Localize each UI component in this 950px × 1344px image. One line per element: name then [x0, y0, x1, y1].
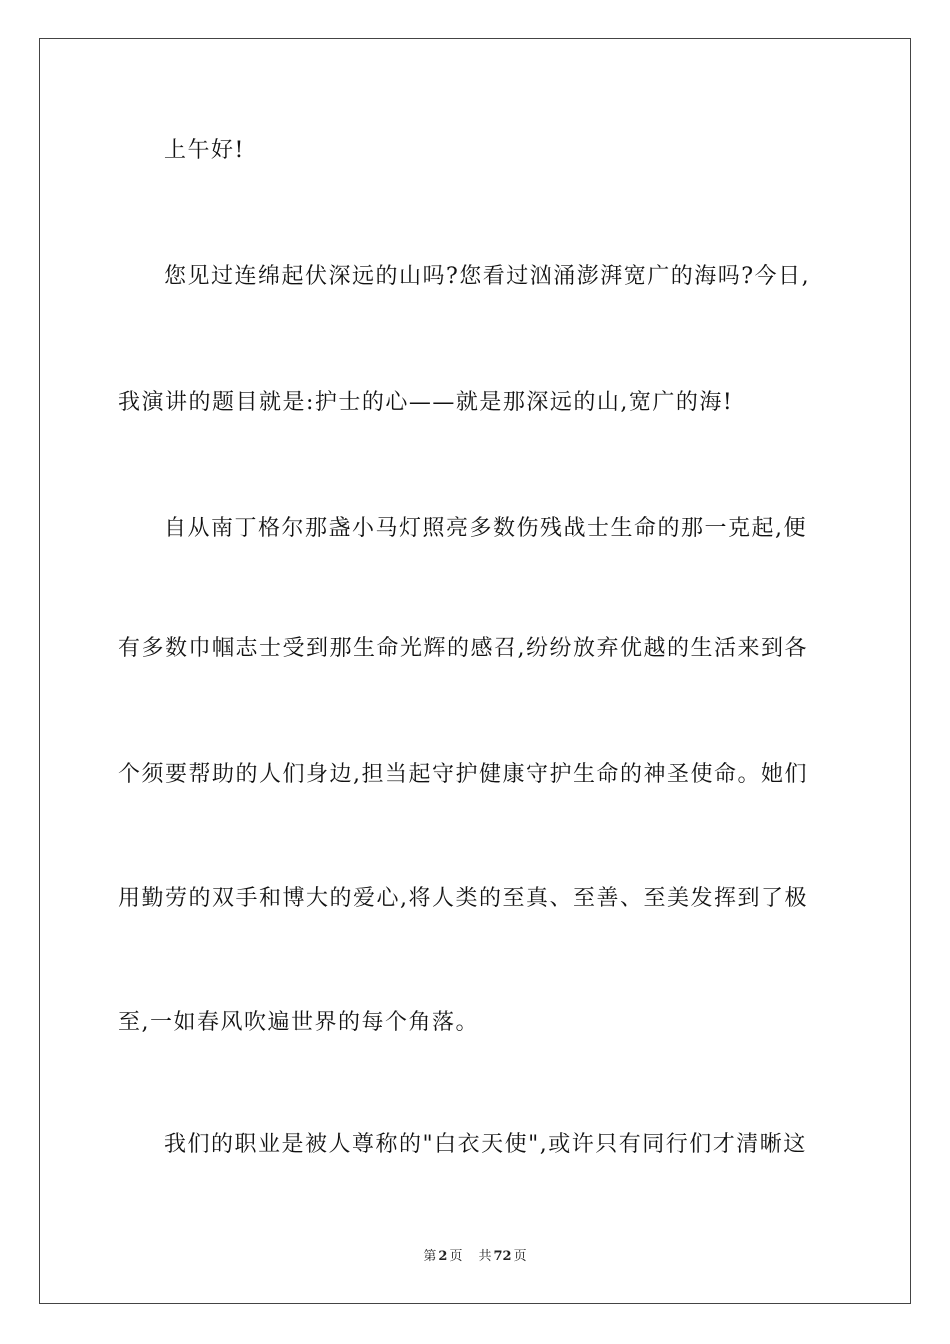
total-suffix: 页	[513, 1249, 527, 1264]
text-line-greeting: 上午好!	[164, 138, 245, 163]
total-pages: 72	[493, 1249, 512, 1264]
text-line: 至,一如春风吹遍世界的每个角落。	[118, 1010, 479, 1035]
text-line: 我演讲的题目就是:护士的心——就是那深远的山,宽广的海!	[118, 390, 734, 415]
text-line: 用勤劳的双手和博大的爱心,将人类的至真、至善、至美发挥到了极	[118, 886, 808, 911]
total-prefix: 共	[478, 1249, 492, 1264]
text-line: 有多数巾帼志士受到那生命光辉的感召,纷纷放弃优越的生活来到各	[118, 636, 808, 661]
page-prefix: 第	[423, 1249, 437, 1264]
text-line: 您见过连绵起伏深远的山吗?您看过汹涌澎湃宽广的海吗?今日,	[164, 264, 811, 289]
text-line: 个须要帮助的人们身边,担当起守护健康守护生命的神圣使命。她们	[118, 762, 808, 787]
page-footer	[0, 1248, 950, 1266]
page-frame	[39, 38, 911, 1304]
page-number: 2	[438, 1249, 448, 1264]
text-line: 自从南丁格尔那盏小马灯照亮多数伤残战士生命的那一克起,便	[164, 516, 807, 541]
page-suffix: 页	[449, 1249, 463, 1264]
text-line: 我们的职业是被人尊称的"白衣天使",或许只有同行们才清晰这	[164, 1132, 807, 1157]
